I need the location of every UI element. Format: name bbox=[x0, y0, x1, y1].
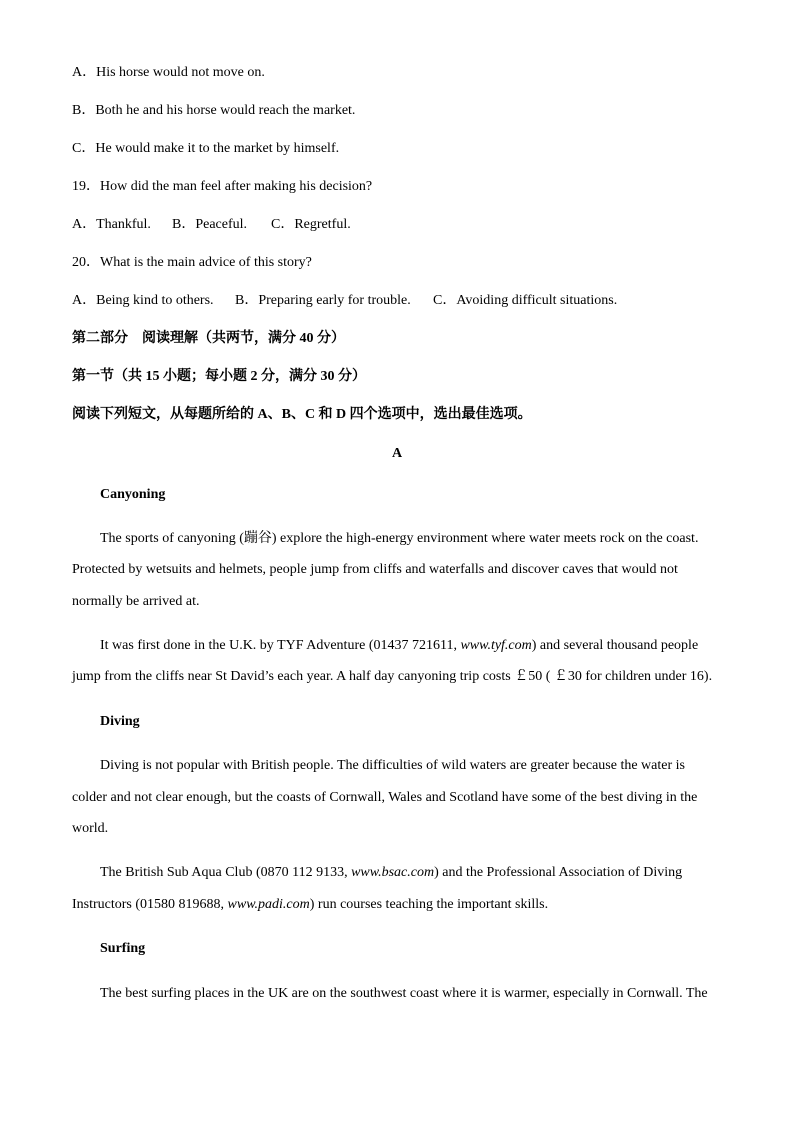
paragraph-line bbox=[100, 863, 682, 883]
paragraph-line: world. bbox=[72, 821, 109, 836]
question-19-option-c: C．Regretful. bbox=[271, 217, 351, 232]
question-18-option-c: C．He would make it to the market by himself. bbox=[72, 141, 340, 156]
paragraph-line bbox=[100, 636, 698, 656]
website-url: www.tyf.com bbox=[460, 638, 532, 653]
paragraph-line: jump from the cliffs near St David’s each year. A half day canyoning trip costs ￡50 ( ￡30 for children under 16). bbox=[72, 669, 713, 684]
question-18-option-a: A．His horse would not move on. bbox=[72, 65, 265, 80]
reading-instruction: 阅读下列短文，从每题所给的 A、B、C 和 D 四个选项中，选出最佳选项。 bbox=[72, 407, 532, 422]
question-20-option-c: C．Avoiding difficult situations. bbox=[433, 293, 618, 308]
part-two-title: 第二部分 阅读理解（共两节，满分 40 分） bbox=[72, 331, 345, 346]
paragraph-line: Protected by wetsuits and helmets, people jump from cliffs and waterfalls and discover caves that would not bbox=[72, 562, 678, 577]
passage-label: A bbox=[391, 446, 403, 461]
section-one-title: 第一节（共 15 小题；每小题 2 分，满分 30 分） bbox=[72, 369, 366, 384]
paragraph-line: Diving is not popular with British people. The difficulties of wild waters are greater because the water is bbox=[100, 758, 685, 773]
text-segment: Instructors (01580 819688, bbox=[72, 897, 228, 912]
question-19-stem: 19．How did the man feel after making his decision? bbox=[72, 179, 373, 194]
paragraph-line: normally be arrived at. bbox=[72, 594, 200, 609]
text-segment: The British Sub Aqua Club (0870 112 9133, bbox=[100, 865, 352, 880]
paragraph-line bbox=[72, 895, 548, 915]
text-segment: It was first done in the U.K. by TYF Adventure (01437 721611, bbox=[100, 638, 461, 653]
question-18-option-b: B．Both he and his horse would reach the market. bbox=[72, 103, 356, 118]
surfing-heading: Surfing bbox=[100, 941, 146, 956]
website-url: www.bsac.com bbox=[351, 865, 435, 880]
question-20-stem: 20．What is the main advice of this story? bbox=[72, 255, 312, 270]
paragraph-line: colder and not clear enough, but the coasts of Cornwall, Wales and Scotland have some of the best diving in the bbox=[72, 790, 698, 805]
diving-heading: Diving bbox=[100, 714, 140, 729]
question-19-option-b: B．Peaceful. bbox=[172, 217, 248, 232]
canyoning-heading: Canyoning bbox=[100, 487, 166, 502]
text-segment: ) and several thousand people bbox=[531, 638, 699, 653]
question-19-option-a: A．Thankful. bbox=[72, 217, 151, 232]
website-url: www.padi.com bbox=[227, 897, 310, 912]
paragraph-line: The best surfing places in the UK are on the southwest coast where it is warmer, especially in Cornwall. The bbox=[100, 986, 708, 1001]
text-segment: ) run courses teaching the important skills. bbox=[309, 897, 549, 912]
text-segment: ) and the Professional Association of Diving bbox=[434, 865, 683, 880]
question-20-option-a: A．Being kind to others. bbox=[72, 293, 214, 308]
question-20-option-b: B．Preparing early for trouble. bbox=[235, 293, 411, 308]
paragraph-line: The sports of canyoning (蹦谷) explore the high-energy environment where water meets rock on the coast. bbox=[100, 531, 699, 546]
